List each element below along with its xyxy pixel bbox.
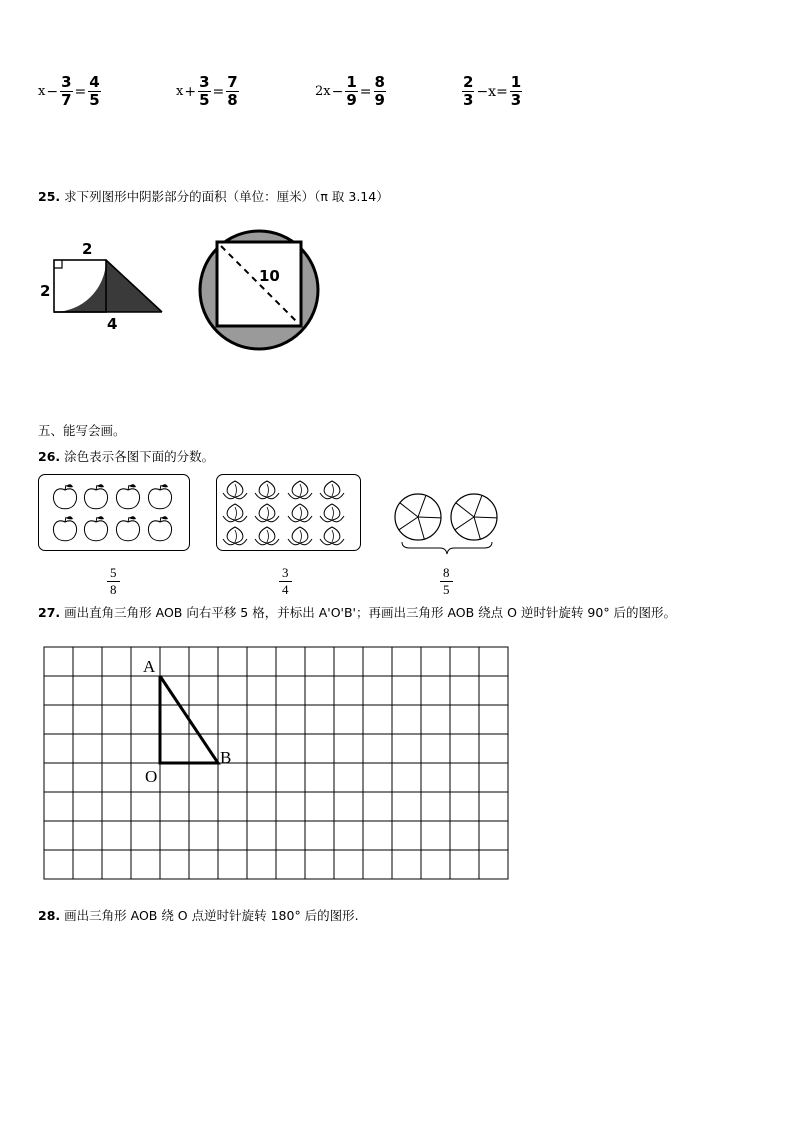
grid-cell[interactable] [479,792,508,821]
grid-cell[interactable] [131,850,160,879]
grid-cell[interactable] [305,647,334,676]
shaded-region [54,260,162,312]
grid-cell[interactable] [189,821,218,850]
grid-cell[interactable] [479,647,508,676]
grid-cell[interactable] [421,676,450,705]
grid-cell[interactable] [363,647,392,676]
grid-cell[interactable] [305,763,334,792]
grid-cell[interactable] [44,792,73,821]
grid-cell[interactable] [421,763,450,792]
pie-circle [451,494,497,540]
grid-cell[interactable] [392,676,421,705]
grid-figure [40,643,512,883]
grid-cell[interactable] [305,705,334,734]
grid-cell[interactable] [276,763,305,792]
peach-icon [288,527,312,545]
grid-cell[interactable] [276,734,305,763]
label-b: B [220,748,232,767]
grid-cell[interactable] [131,792,160,821]
grid-cell[interactable] [160,705,189,734]
grid-cell[interactable] [131,705,160,734]
equation-4 [461,74,523,109]
grid-cell[interactable] [421,792,450,821]
eq-operator: + [184,83,197,100]
peach-icon [255,504,279,522]
grid-cell[interactable] [218,850,247,879]
grid-cell[interactable] [189,763,218,792]
grid-cell[interactable] [160,734,189,763]
right-angle-mark [54,260,62,268]
label-o: O [145,767,158,786]
grid-cell[interactable] [218,705,247,734]
grid-cell[interactable] [363,705,392,734]
label-diagonal: 10 [259,267,280,285]
grid-cell[interactable] [392,705,421,734]
grid-cell[interactable] [479,821,508,850]
equation-2 [176,74,240,109]
grid-cell[interactable] [189,850,218,879]
peach-icon [320,504,344,522]
eq-prefix: x [38,84,46,99]
grid-cell[interactable] [276,647,305,676]
grid-cell[interactable] [479,763,508,792]
fraction: $\frac{2}{3}$ [463,73,474,109]
equation-1 [38,74,102,109]
grid-cell[interactable] [131,676,160,705]
grid-cell[interactable] [421,850,450,879]
grid-cell[interactable] [102,821,131,850]
question-28 [38,906,359,924]
grid-cell[interactable] [247,734,276,763]
pie-circles-figure [392,490,504,556]
grid-cell[interactable] [247,821,276,850]
grid-cell[interactable] [102,647,131,676]
grid-cell[interactable] [73,821,102,850]
label-top: 2 [82,240,93,258]
apples-figure [38,474,190,551]
apple-icon [116,516,139,541]
grid-cell[interactable] [160,647,189,676]
apple-grid [53,484,171,541]
question-text: 求下列图形中阴影部分的面积（单位：厘米）（π 取 3.14） [64,189,389,204]
grid-cell[interactable] [392,850,421,879]
eq-operator: − [331,83,344,100]
eq-prefix: 2x [315,84,331,99]
grid-cell[interactable] [44,763,73,792]
grid-cell[interactable] [44,821,73,850]
grid-cell[interactable] [305,734,334,763]
eq-equals: = [359,83,372,100]
fraction: $\frac{8}{9}$ [374,73,385,109]
apple-icon [53,516,76,541]
eq-equals: = [212,83,225,100]
grid-cell[interactable] [363,676,392,705]
label-bottom: 4 [107,315,118,333]
grid-cell[interactable] [160,763,189,792]
question-number: 25. [38,189,61,204]
grid-cell[interactable] [479,705,508,734]
grid-cell[interactable] [189,705,218,734]
grid-cell[interactable] [334,676,363,705]
grid-cell[interactable] [73,676,102,705]
grid-cell[interactable] [334,850,363,879]
grid-cell[interactable] [102,792,131,821]
grid-cell[interactable] [247,850,276,879]
question-27 [38,603,676,621]
fraction-apples: 5 8 [107,565,120,598]
grid-cell[interactable] [276,850,305,879]
grid-cell[interactable] [218,821,247,850]
question-number: 26. [38,449,61,464]
grid-cell[interactable] [305,676,334,705]
apple-icon [148,484,171,509]
question-text: 画出三角形 AOB 绕 O 点逆时针旋转 180° 后的图形. [64,908,359,923]
apple-icon [148,516,171,541]
peach-icon [255,481,279,499]
grid-cell[interactable] [334,705,363,734]
peach-icon [320,527,344,545]
grid-cell[interactable] [44,705,73,734]
grid-cell[interactable] [44,734,73,763]
grid-cell[interactable] [102,705,131,734]
grid-cell[interactable] [450,850,479,879]
eq-operator: − [46,83,59,100]
grid-cell[interactable] [392,763,421,792]
grid-cell[interactable] [218,676,247,705]
grid-cell[interactable] [334,821,363,850]
peach-icon [223,527,247,545]
grid-cell[interactable] [44,850,73,879]
grid-cell[interactable] [450,821,479,850]
grid-cell[interactable] [73,647,102,676]
grid-cell[interactable] [44,676,73,705]
grid-cell[interactable] [218,647,247,676]
grid-cell[interactable] [247,705,276,734]
grid-cell[interactable] [450,792,479,821]
grid-cell[interactable] [450,676,479,705]
grid-cell[interactable] [131,821,160,850]
apple-icon [116,484,139,509]
grid-cell[interactable] [392,734,421,763]
grid-cell[interactable] [247,792,276,821]
question-number: 28. [38,908,61,923]
fraction: $\frac{7}{8}$ [227,73,238,109]
grid-cell[interactable] [421,647,450,676]
grid-cell[interactable] [334,763,363,792]
grid-cell[interactable] [102,763,131,792]
fraction-circles: 8 5 [440,565,453,598]
fraction: $\frac{1}{9}$ [346,73,357,109]
peach-grid [223,481,344,545]
grid-cell[interactable] [363,821,392,850]
grid-cell[interactable] [363,792,392,821]
grid-cell[interactable] [131,734,160,763]
grid-cell[interactable] [450,734,479,763]
section-title: 五、能写会画。 [38,423,126,438]
pie-circle [395,494,441,540]
question-number: 27. [38,605,61,620]
grid-cell[interactable] [334,734,363,763]
grid-cell[interactable] [363,850,392,879]
apple-icon [53,484,76,509]
grid-cell[interactable] [392,792,421,821]
peach-icon [320,481,344,499]
figure-circle-square [197,228,321,352]
grid-cell[interactable] [305,821,334,850]
grid-cell[interactable] [189,676,218,705]
brace [402,542,492,554]
eq-middle: −x= [476,83,508,100]
grid-cell[interactable] [218,792,247,821]
grid-cell[interactable] [247,676,276,705]
label-left: 2 [40,282,51,300]
apple-icon [84,484,107,509]
grid-cell[interactable] [363,734,392,763]
peach-icon [223,481,247,499]
label-a: A [143,657,156,676]
grid-cell[interactable] [73,705,102,734]
grid-cell[interactable] [102,676,131,705]
fraction: $\frac{4}{5}$ [89,73,100,109]
grid-cell[interactable] [189,647,218,676]
grid-cell[interactable] [276,792,305,821]
grid-cell[interactable] [276,821,305,850]
peach-icon [223,504,247,522]
grid-cell[interactable] [392,821,421,850]
grid-cell[interactable] [44,647,73,676]
grid-cell[interactable] [421,821,450,850]
grid-cell[interactable] [276,676,305,705]
equation-3 [315,74,387,109]
grid-cell[interactable] [102,734,131,763]
fraction: $\frac{3}{7}$ [61,73,72,109]
grid-cell[interactable] [305,792,334,821]
grid-cell[interactable] [450,647,479,676]
pie-group [395,494,497,540]
grid-cell[interactable] [73,850,102,879]
grid-cell[interactable] [247,647,276,676]
grid-cell[interactable] [334,647,363,676]
question-text: 涂色表示各图下面的分数。 [64,449,215,464]
peach-icon [288,481,312,499]
grid-cell[interactable] [479,676,508,705]
grid-cell[interactable] [421,734,450,763]
grid-cell[interactable] [218,763,247,792]
fraction-peaches: 3 4 [279,565,292,598]
grid-cell[interactable] [450,705,479,734]
fraction: $\frac{3}{5}$ [199,73,210,109]
grid-cell[interactable] [479,850,508,879]
peach-icon [288,504,312,522]
grid-cell[interactable] [247,763,276,792]
grid-cell[interactable] [450,763,479,792]
peaches-figure [216,474,361,551]
square-grid[interactable] [44,647,508,879]
grid-cell[interactable] [73,763,102,792]
grid-cell[interactable] [73,734,102,763]
grid-cell[interactable] [160,850,189,879]
figure-shaded-trapezoid [36,236,171,333]
eq-equals: = [74,83,87,100]
question-text: 画出直角三角形 AOB 向右平移 5 格，并标出 A'O'B'；再画出三角形 AOB 绕点 O 逆时针旋转 90° 后的图形。 [64,605,677,620]
grid-cell[interactable] [73,792,102,821]
grid-cell[interactable] [160,821,189,850]
grid-cell[interactable] [392,647,421,676]
apple-icon [84,516,107,541]
grid-cell[interactable] [421,705,450,734]
grid-cell[interactable] [276,705,305,734]
grid-cell[interactable] [479,734,508,763]
question-26 [38,447,214,465]
grid-cell[interactable] [334,792,363,821]
grid-cell[interactable] [102,850,131,879]
question-25 [38,187,389,205]
grid-cell[interactable] [189,792,218,821]
peach-icon [255,527,279,545]
fraction: $\frac{1}{3}$ [510,73,522,109]
grid-cell[interactable] [160,792,189,821]
eq-prefix: x [176,84,184,99]
grid-cell[interactable] [363,763,392,792]
grid-cell[interactable] [305,850,334,879]
